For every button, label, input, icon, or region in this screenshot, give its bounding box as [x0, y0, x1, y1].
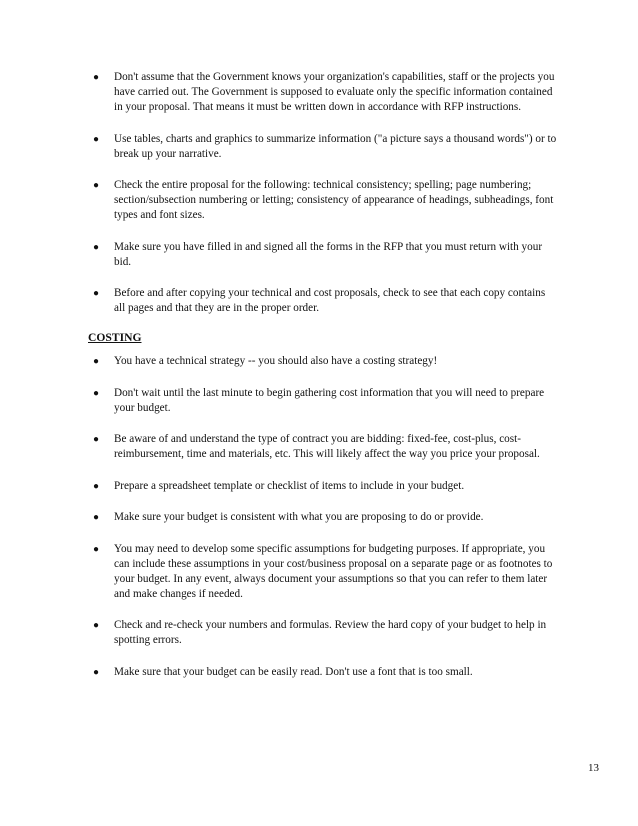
bullet-icon: ● [93, 356, 100, 367]
bullet-icon: ● [93, 512, 100, 523]
bullet-icon: ● [93, 387, 100, 399]
bullet-icon: ● [93, 666, 100, 678]
bullet-icon: ● [93, 72, 100, 83]
bullet-icon: ● [93, 133, 100, 145]
costing-bullet-list [88, 354, 558, 696]
list-item [88, 386, 558, 416]
bullet-icon: ● [93, 241, 100, 253]
list-item-text: You have a technical strategy -- you should also have a costing strategy! [114, 355, 438, 367]
list-item [88, 665, 558, 680]
list-item-text: Before and after copying your technical and cost proposals, check to see that each copy contains all pages and that they are in the proper order. [114, 287, 546, 314]
list-item [88, 354, 558, 369]
list-item-text: Don't assume that the Government knows your organization's capabilities, staff or the projects you have carried out. The Government is supposed to evaluate only the specific information contained in your proposal. That means it must be written down in accordance with RFP instructions. [114, 71, 555, 113]
list-item-text: Don't wait until the last minute to begin gathering cost information that you will need to prepare your budget. [114, 386, 545, 414]
list-item [88, 132, 558, 162]
list-item [88, 240, 558, 270]
costing-heading: COSTING [88, 331, 142, 344]
list-item-text: Prepare a spreadsheet template or checklist of items to include in your budget. [114, 479, 465, 492]
list-item [88, 618, 558, 648]
list-item [88, 286, 558, 316]
list-item [88, 542, 558, 602]
list-item [88, 178, 558, 223]
list-item-text: Make sure that your budget can be easily read. Don't use a font that is too small. [114, 665, 473, 678]
bullet-icon: ● [93, 543, 100, 555]
list-item [88, 432, 558, 462]
bullet-icon: ● [93, 288, 100, 299]
bullet-icon: ● [93, 620, 100, 631]
list-item-text: Make sure you have filled in and signed all the forms in the RFP that you must return with your bid. [114, 240, 543, 268]
list-item-text: Be aware of and understand the type of contract you are bidding: fixed-fee, cost-plus, cost-reimbursement, time and materials, etc. This will likely affect the way you price your proposal. [114, 433, 540, 460]
bullet-icon: ● [93, 434, 100, 445]
list-item-text: Use tables, charts and graphics to summarize information ("a picture says a thousand words") or to break up your narrative. [114, 132, 557, 160]
intro-bullet-list [88, 70, 558, 333]
page-number: 13 [588, 762, 599, 774]
list-item [88, 510, 558, 525]
bullet-icon: ● [93, 480, 100, 492]
list-item-text: Make sure your budget is consistent with what you are proposing to do or provide. [114, 511, 484, 523]
list-item-text: Check and re-check your numbers and formulas. Review the hard copy of your budget to help in spotting errors. [114, 619, 547, 646]
list-item [88, 479, 558, 494]
bullet-icon: ● [93, 180, 100, 191]
list-item-text: You may need to develop some specific assumptions for budgeting purposes. If appropriate, you can include these assumptions in your cost/business proposal on a separate page or as footnotes to your budget. In any event, always document your assumptions so that you can refer to them later and make changes if needed. [114, 542, 553, 600]
list-item [88, 70, 558, 115]
list-item-text: Check the entire proposal for the following: technical consistency; spelling; page numbering; section/subsection numbering or letting; consistency of appearance of headings, subheadings, font types and font sizes. [114, 179, 554, 221]
